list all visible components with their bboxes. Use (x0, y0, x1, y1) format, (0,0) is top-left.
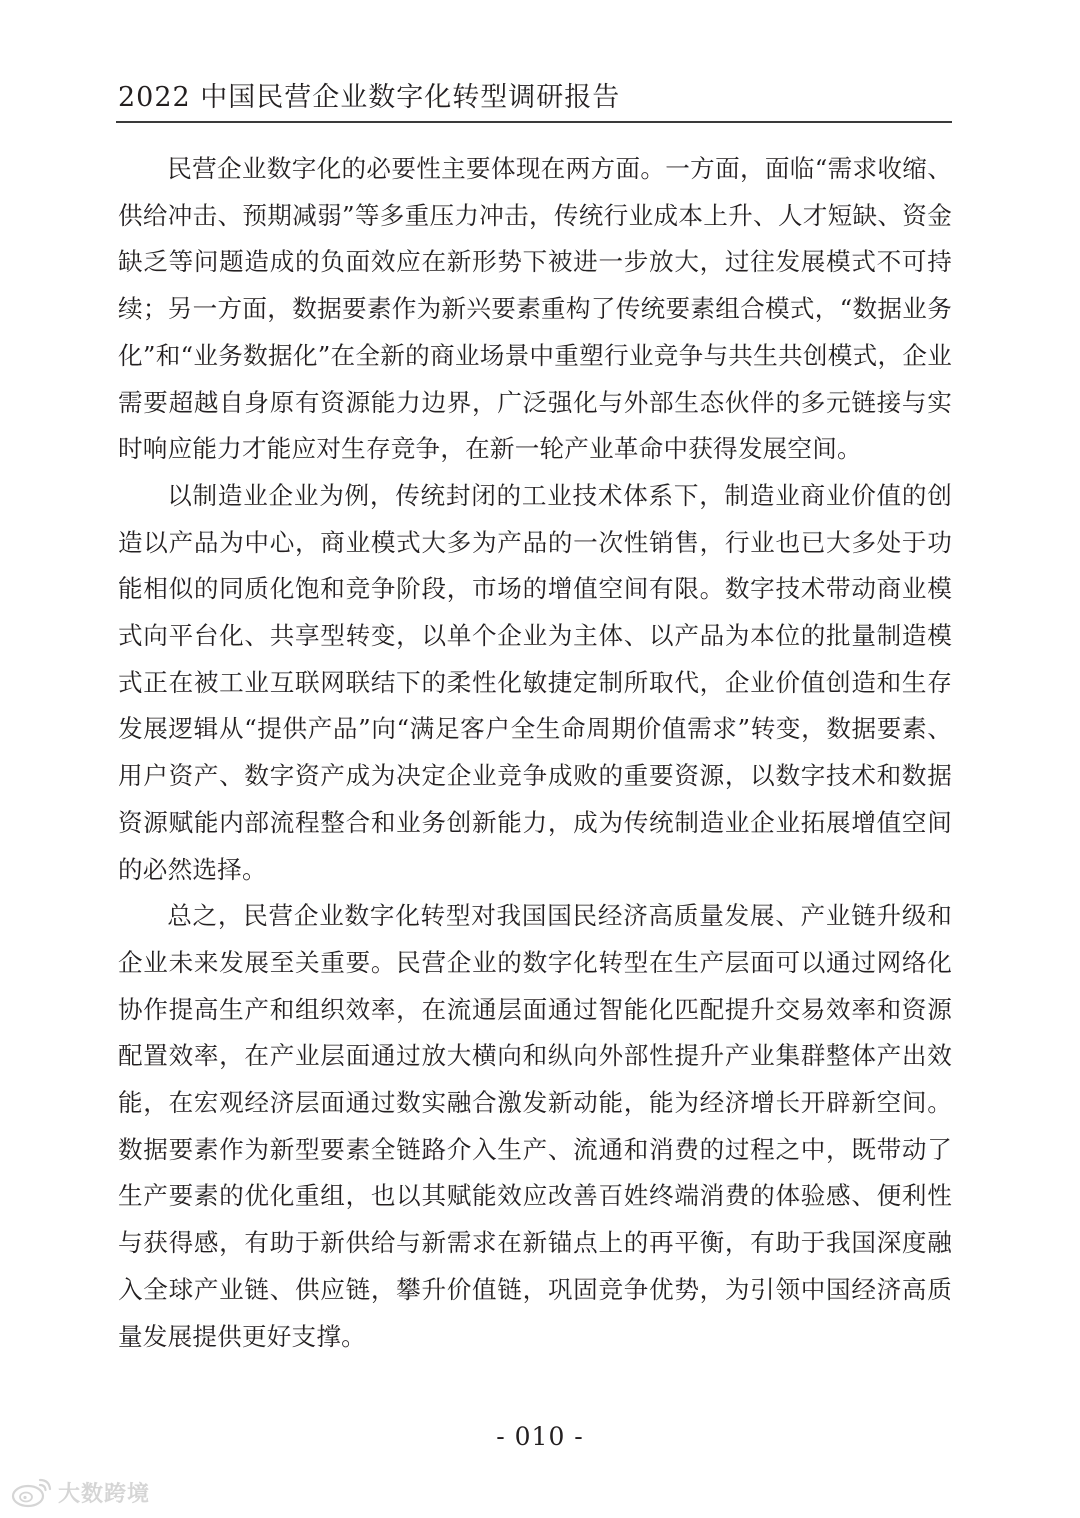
body-text (118, 146, 952, 1360)
watermark-text: 大数跨境 (58, 1481, 151, 1507)
page-number: - 010 - (496, 1422, 584, 1451)
paragraph-2: 以制造业企业为例，传统封闭的工业技术体系下，制造业商业价值的创造以产品为中心，商业模式大多为产品的一次性销售，行业也已大多处于功能相似的同质化饱和竞争阶段，市场的增值空间有限。数字技术带动商业模式向平台化、共享型转变，以单个企业为主体、以产品为本位的批量制造模式正在被工业互联网联结下的柔性化敏捷定制所取代，企业价值创造和生存发展逻辑从“提供产品”向“满足客户全生命周期价值需求”转变，数据要素、用户资产、数字资产成为决定企业竞争成败的重要资源，以数字技术和数据资源赋能内部流程整合和业务创新能力，成为传统制造业企业拓展增值空间的必然选择。 (118, 480, 952, 884)
paragraph-1: 民营企业数字化的必要性主要体现在两方面。一方面，面临“需求收缩、供给冲击、预期减弱”等多重压力冲击，传统行业成本上升、人才短缺、资金缺乏等问题造成的负面效应在新形势下被进一步放大，过往发展模式不可持续；另一方面，数据要素作为新兴要素重构了传统要素组合模式，“数据业务化”和“业务数据化”在全新的商业场景中重塑行业竞争与共生共创模式，企业需要超越自身原有资源能力边界，广泛强化与外部生态伙伴的多元链接与实时响应能力才能应对生存竞争，在新一轮产业革命中获得发展空间。 (118, 154, 952, 464)
header-divider (116, 121, 952, 123)
watermark (10, 1472, 150, 1512)
running-header-title: 2022 中国民营企业数字化转型调研报告 (118, 82, 621, 113)
paragraph-3: 总之，民营企业数字化转型对我国国民经济高质量发展、产业链升级和企业未来发展至关重要。民营企业的数字化转型在生产层面可以通过网络化协作提高生产和组织效率，在流通层面通过智能化匹配提升交易效率和资源配置效率，在产业层面通过放大横向和纵向外部性提升产业集群整体产出效能，在宏观经济层面通过数实融合激发新动能，能为经济增长开辟新空间。数据要素作为新型要素全链路介入生产、流通和消费的过程之中，既带动了生产要素的优化重组，也以其赋能效应改善百姓终端消费的体验感、便利性与获得感，有助于新供给与新需求在新锚点上的再平衡，有助于我国深度融入全球产业链、供应链，攀升价值链，巩固竞争优势，为引领中国经济高质量发展提供更好支撑。 (118, 901, 952, 1351)
weibo-logo-icon (10, 1474, 54, 1510)
